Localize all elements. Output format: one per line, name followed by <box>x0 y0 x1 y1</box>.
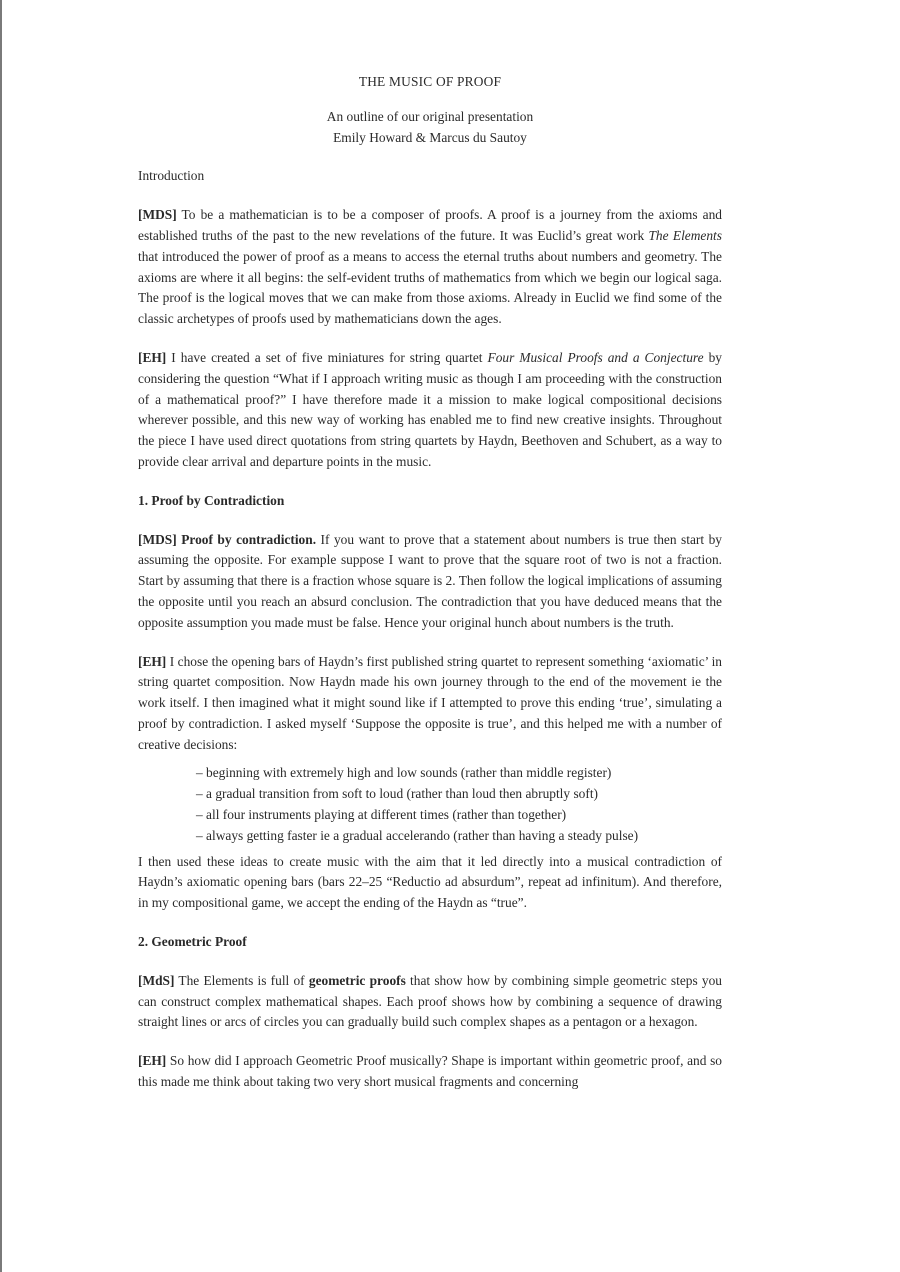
paragraph-text: that show how by combining simple geometric steps you can construct complex mathematical shapes. Each proof shows how by combining a sequence of drawing straight lines or arcs of circles you can gradually build such complex shapes as a pentagon or a hexagon. <box>138 972 722 1030</box>
contradiction-paragraph-mds <box>138 530 722 634</box>
introduction-label: Introduction <box>138 168 205 184</box>
speaker-tag: [MdS] <box>138 972 175 988</box>
document-content <box>138 72 722 1111</box>
speaker-tag: [MDS] <box>138 531 177 547</box>
work-title: Four Musical Proofs and a Conjecture <box>487 349 704 365</box>
geometric-paragraph-mds <box>138 971 722 1033</box>
intro-paragraph-mds <box>138 205 722 330</box>
paragraph-text: by considering the question “What if I approach writing music as though I am proceeding with the construction of a mathematical proof?” I have therefore made it a mission to make logical compositional decisions wherever possible, and this new way of working has enabled me to find new creative insights. Throughout the piece I have used direct quotations from string quartets by Haydn, Beethoven and Schubert, as a way to provide clear arrival and departure points in the music. <box>138 349 722 469</box>
contradiction-paragraph-eh <box>138 652 722 756</box>
paragraph-text: I chose the opening bars of Haydn’s first published string quartet to represent something ‘axiomatic’ in string quartet composition. Now Haydn made his own journey through to the end of the movement ie the work itself. I then imagined what it might sound like if I attempted to prove this ending ‘true’, simulating a proof by contradiction. I asked myself ‘Suppose the opposite is true’, and this helped me with a number of creative decisions: <box>138 653 722 752</box>
paragraph-text: If you want to prove that a statement about numbers is true then start by assuming the opposite. For example suppose I want to prove that the square root of two is not a fraction. Start by assuming that there is a fraction whose square is 2. Then follow the logical implications of assuming the opposite until you reach an absurd conclusion. The contradiction that you have deduced means that the opposite assumption you made must be false. Hence your original hunch about numbers is the truth. <box>138 531 722 630</box>
speaker-tag: [EH] <box>138 349 167 365</box>
intro-paragraph-eh <box>138 348 722 473</box>
bold-term: Proof by contradiction. <box>176 531 317 547</box>
authors-line: Emily Howard & Marcus du Sautoy <box>333 129 527 145</box>
paragraph-text: To be a mathematician is to be a composer of proofs. A proof is a journey from the axioms and established truths of the past to the new revelations of the future. It was Euclid’s great work <box>138 207 722 243</box>
list-item: – always getting faster ie a gradual accelerando (rather than having a steady pulse) <box>196 827 639 843</box>
speaker-tag: [EH] <box>138 653 167 669</box>
list-item: – all four instruments playing at different times (rather than together) <box>196 806 567 822</box>
paragraph-text: I have created a set of five miniatures for string quartet <box>166 349 488 365</box>
paragraph-text: So how did I approach Geometric Proof musically? Shape is important within geometric proof, and so this made me think about taking two very short musical fragments and concerning <box>138 1053 722 1089</box>
speaker-tag: [EH] <box>138 1053 167 1069</box>
paragraph-text: that introduced the power of proof as a means to access the eternal truths about numbers and geometry. The axioms are where it all begins: the self-evident truths of mathematics from which we begin our logical saga. The proof is the logical moves that we can make from those axioms. Already in Euclid we find some of the classic archetypes of proofs used by mathematicians down the ages. <box>138 248 722 327</box>
section-heading-geometric: 2. Geometric Proof <box>138 933 247 949</box>
contradiction-conclusion-paragraph: I then used these ideas to create music with the aim that it led directly into a musical contradiction of Haydn’s axiomatic opening bars (bars 22–25 “Reductio ad absurdum”, repeat ad infinitum). And therefore, in my compositional game, we accept the ending of the Haydn as “true”. <box>138 853 722 911</box>
page-title: THE MUSIC OF PROOF <box>358 74 502 89</box>
page-edge <box>0 0 2 1272</box>
bold-term: geometric proofs <box>308 972 406 988</box>
paragraph-text: The Elements is full of <box>174 972 309 988</box>
creative-decisions-list <box>138 762 722 846</box>
list-item: – a gradual transition from soft to loud (rather than loud then abruptly soft) <box>196 785 598 801</box>
geometric-paragraph-eh <box>138 1051 722 1093</box>
list-item: – beginning with extremely high and low sounds (rather than middle register) <box>196 764 612 780</box>
speaker-tag: [MDS] <box>138 207 177 223</box>
work-title: The Elements <box>648 227 722 243</box>
section-heading-contradiction: 1. Proof by Contradiction <box>138 492 285 508</box>
page-subtitle: An outline of our original presentation <box>326 108 534 124</box>
